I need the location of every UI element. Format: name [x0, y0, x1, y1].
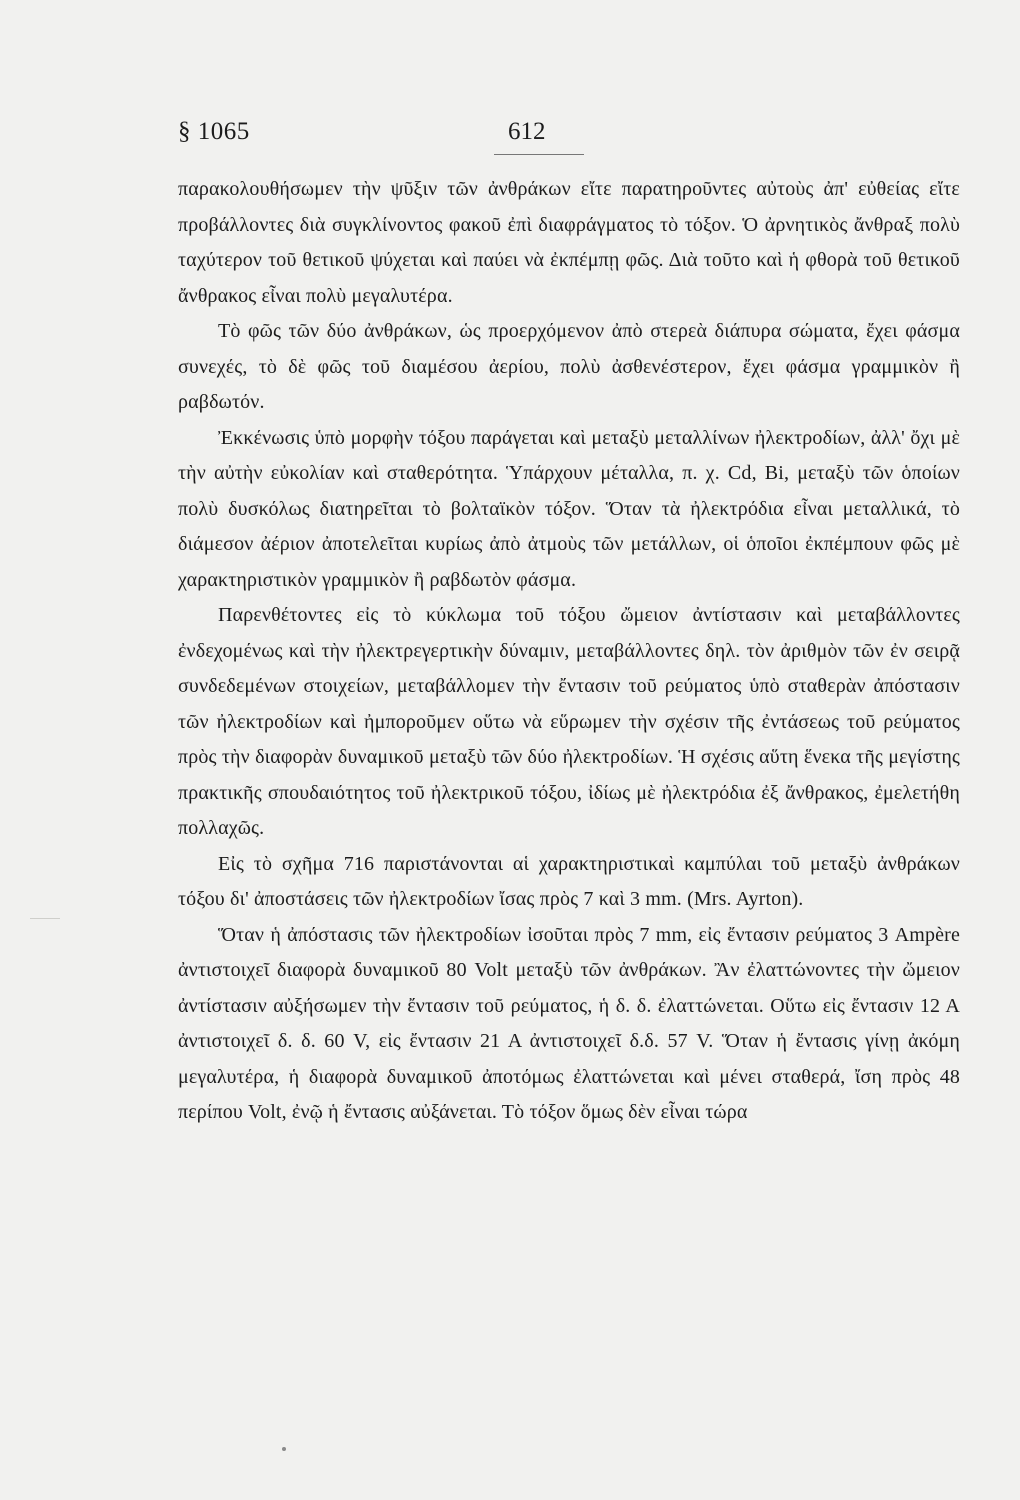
paragraph-6: Ὅταν ἡ ἀπόστασις τῶν ἠλεκτροδίων ἰσοῦται πρὸς 7 mm, εἰς ἔντασιν ρεύματος 3 Ampère ἀντιστοιχεῖ διαφορὰ δυναμικοῦ 80 Volt μεταξὺ τῶν ἀνθράκων. Ἂν ἐλαττώνοντες τὴν ὤμειον ἀντίστασιν αὐξήσωμεν τὴν ἔντασιν τοῦ ρεύματος, ἡ δ. δ. ἐλαττώνεται. Οὕτω εἰς ἔντασιν 12 Α ἀντιστοιχεῖ δ. δ. 60 V, εἰς ἔντασιν 21 Α ἀντιστοιχεῖ δ.δ. 57 V. Ὅταν ἡ ἔντασις γίνῃ ἀκόμη μεγαλυτέρα, ἡ διαφορὰ δυναμικοῦ ἀποτόμως ἐλαττώνεται καὶ μένει σταθερά, ἴση πρὸς 48 περίπου Volt, ἐνῷ ἡ ἔντασις αὐξάνεται. Τὸ τόξον ὅμως δὲν εἶναι τώρα: [178, 923, 960, 1123]
paragraph-3: Ἐκκένωσις ὑπὸ μορφὴν τόξου παράγεται καὶ μεταξὺ μεταλλίνων ἠλεκτροδίων, ἀλλ' ὄχι μὲ τὴν αὐτὴν εὐκολίαν καὶ σταθερότητα. Ὑπάρχουν μέταλλα, π. χ. Cd, Bi, μεταξὺ τῶν ὁποίων πολὺ δυσκόλως διατηρεῖται τὸ βολταϊκὸν τόξον. Ὅταν τὰ ἠλεκτρόδια εἶναι μεταλλικά, τὸ διάμεσον ἀέριον ἀποτελεῖται κυρίως ἀπὸ ἀτμοὺς τῶν μετάλλων, οἱ ὁποῖοι ἐκπέμπουν φῶς μὲ χαρακτηριστικὸν γραμμικὸν ἢ ραβδωτὸν φάσμα.: [178, 426, 960, 591]
paragraph-2: Τὸ φῶς τῶν δύο ἀνθράκων, ὡς προερχόμενον ἀπὸ στερεὰ διάπυρα σώματα, ἔχει φάσμα συνεχές, τὸ δὲ φῶς τοῦ διαμέσου ἀερίου, πολὺ ἀσθενέστερον, ἔχει φάσμα γραμμικὸν ἢ ραβδωτόν.: [178, 320, 960, 413]
paragraph-1: παρακολουθήσωμεν τὴν ψῦξιν τῶν ἀνθράκων εἴτε παρατηροῦντες αὐτοὺς ἀπ' εὐθείας εἴτε προβάλλοντες διὰ συγκλίνοντος φακοῦ ἐπὶ διαφράγματος τὸ τόξον. Ὁ ἀρνητικὸς ἄνθραξ πολὺ ταχύτερον τοῦ θετικοῦ ψύχεται καὶ παύει νὰ ἐκπέμπῃ φῶς. Διὰ τοῦτο καὶ ἡ φθορὰ τοῦ θετικοῦ ἄνθρακος εἶναι πολὺ μεγαλυτέρα.: [178, 178, 960, 307]
body-text: [178, 172, 960, 1131]
page-number-underline: [494, 154, 584, 155]
page-header: [178, 118, 960, 158]
page-number: 612: [508, 118, 546, 145]
margin-mark: [30, 918, 60, 923]
section-number: § 1065: [178, 118, 250, 145]
paragraph-5: Εἰς τὸ σχῆμα 716 παριστάνονται αἱ χαρακτηριστικαὶ καμπύλαι τοῦ μεταξὺ ἀνθράκων τόξου δι' ἀποστάσεις τῶν ἠλεκτροδίων ἴσας πρὸς 7 καὶ 3 mm. (Mrs. Ayrton).: [178, 852, 960, 910]
ink-dot: [282, 1447, 286, 1451]
paragraph-4: Παρενθέτοντες εἰς τὸ κύκλωμα τοῦ τόξου ὤμειον ἀντίστασιν καὶ μεταβάλλοντες ἐνδεχομένως καὶ τὴν ἠλεκτρεγερτικὴν δύναμιν, μεταβάλλοντες δηλ. τὸν ἀριθμὸν τῶν ἐν σειρᾷ συνδεδεμένων στοιχείων, μεταβάλλομεν τὴν ἔντασιν τοῦ ρεύματος ὑπὸ σταθερὰν ἀπόστασιν τῶν ἠλεκτροδίων καὶ ἠμποροῦμεν οὕτω νὰ εὕρωμεν τὴν σχέσιν τῆς ἐντάσεως τοῦ ρεύματος πρὸς τὴν διαφορὰν δυναμικοῦ μεταξὺ τῶν δύο ἠλεκτροδίων. Ἡ σχέσις αὕτη ἕνεκα τῆς μεγίστης πρακτικῆς σπουδαιότητος τοῦ ἠλεκτρικοῦ τόξου, ἰδίως μὲ ἠλεκτρόδια ἐξ ἄνθρακος, ἐμελετήθη πολλαχῶς.: [178, 604, 960, 839]
